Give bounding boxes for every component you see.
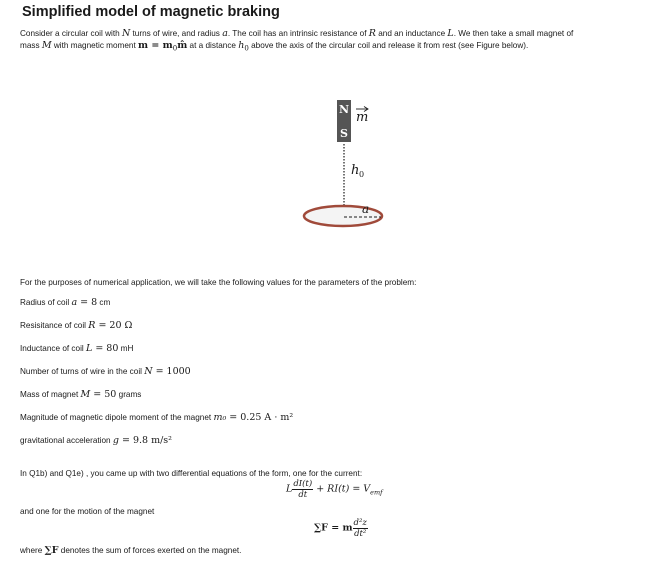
intro-text: . We then take a small magnet of (453, 29, 574, 38)
intro-text: . The coil has an intrinsic resistance of (227, 29, 369, 38)
eq-symbol-L: L (286, 483, 293, 495)
coil (304, 206, 382, 226)
intro-text: at a distance (187, 41, 239, 50)
eq-lhs: ∑F = m (314, 522, 353, 534)
symbol-R: R (368, 28, 376, 39)
eq-denominator: dt² (354, 529, 367, 539)
intro-text: above the axis of the circular coil and release it from rest (see Figure below). (248, 41, 529, 50)
motion-intro: and one for the motion of the magnet (20, 507, 155, 516)
symbol-a: a (222, 28, 228, 39)
where-text: where (20, 546, 45, 555)
param-resistance (20, 320, 132, 332)
param-symbol: L (86, 343, 93, 354)
param-radius (20, 297, 110, 309)
magnet-north-label: N (338, 103, 350, 116)
moment-subscript: 0 (172, 44, 178, 53)
param-label: Number of turns of wire in the coil (20, 367, 145, 376)
param-value: = 50 (90, 389, 117, 400)
eq-fraction (292, 479, 313, 500)
param-inductance (20, 343, 133, 355)
param-dipole-moment (20, 412, 293, 424)
symbol-h: h (238, 40, 245, 51)
current-equation (286, 479, 383, 500)
param-label: Magnitude of magnetic dipole moment of the magnet (20, 413, 214, 422)
param-symbol: g (112, 435, 119, 446)
intro-text: Consider a circular coil with (20, 29, 122, 38)
param-gravity (20, 435, 172, 447)
param-symbol: M (80, 389, 91, 400)
eq-rest: + RI(t) = V (313, 483, 371, 495)
param-value: = 80 (92, 343, 119, 354)
intro-text: turns of wire, and radius (130, 29, 223, 38)
diff-eq-intro: In Q1b) and Q1e) , you came up with two differential equations of the form, one for the current: (20, 469, 363, 478)
param-label: gravitational acceleration (20, 436, 113, 445)
param-label: Radius of coil (20, 298, 72, 307)
eq-numerator: dI(t) (293, 479, 313, 489)
intro-line-1 (20, 28, 573, 40)
param-mass (20, 389, 141, 401)
eq-fraction (353, 518, 368, 539)
param-value: = 9.8 m/s² (118, 435, 172, 446)
moment-expression: m = m (138, 40, 173, 51)
symbol-L: L (447, 28, 454, 39)
param-label: Mass of magnet (20, 390, 81, 399)
param-symbol: N (144, 366, 153, 377)
param-label: Inductance of coil (20, 344, 86, 353)
intro-text: with magnetic moment (51, 41, 139, 50)
param-value: = 8 (77, 297, 98, 308)
intro-text: and an inductance (375, 29, 448, 38)
intro-text: mass (20, 41, 42, 50)
param-symbol: a (71, 297, 78, 308)
param-unit: grams (116, 390, 142, 399)
params-intro: For the purposes of numerical application, we will take the following values for the parameters of the problem: (20, 278, 417, 287)
height-label: h (351, 163, 360, 178)
height-subscript: 0 (359, 170, 365, 179)
where-line (20, 545, 241, 557)
param-symbol: R (88, 320, 96, 331)
eq-subscript: emf (370, 488, 383, 497)
page-title: Simplified model of magnetic braking (22, 4, 280, 20)
param-value: = 20 Ω (95, 320, 133, 331)
param-value: = 1000 (152, 366, 191, 377)
magnet-coil-figure (0, 90, 667, 270)
symbol-N: N (121, 28, 131, 39)
intro-line-2 (20, 40, 528, 55)
where-text: denotes the sum of forces exerted on the magnet. (58, 546, 242, 555)
param-symbol: m₀ (213, 412, 227, 423)
eq-numerator: d²z (353, 518, 367, 528)
eq-denominator: dt (298, 490, 308, 500)
param-label: Resisitance of coil (20, 321, 89, 330)
radius-label: a (362, 202, 370, 216)
moment-label: m (356, 110, 369, 125)
magnet-south-label: S (340, 127, 348, 140)
param-unit: mH (118, 344, 134, 353)
sum-forces-symbol: ∑F (44, 545, 59, 556)
moment-unit-vector: m̂ (177, 40, 188, 51)
param-unit: cm (97, 298, 111, 307)
h-subscript: 0 (244, 44, 249, 53)
symbol-M: M (41, 40, 52, 51)
motion-equation (314, 518, 368, 539)
param-value: = 0.25 A · m² (226, 412, 294, 423)
param-turns (20, 366, 191, 378)
